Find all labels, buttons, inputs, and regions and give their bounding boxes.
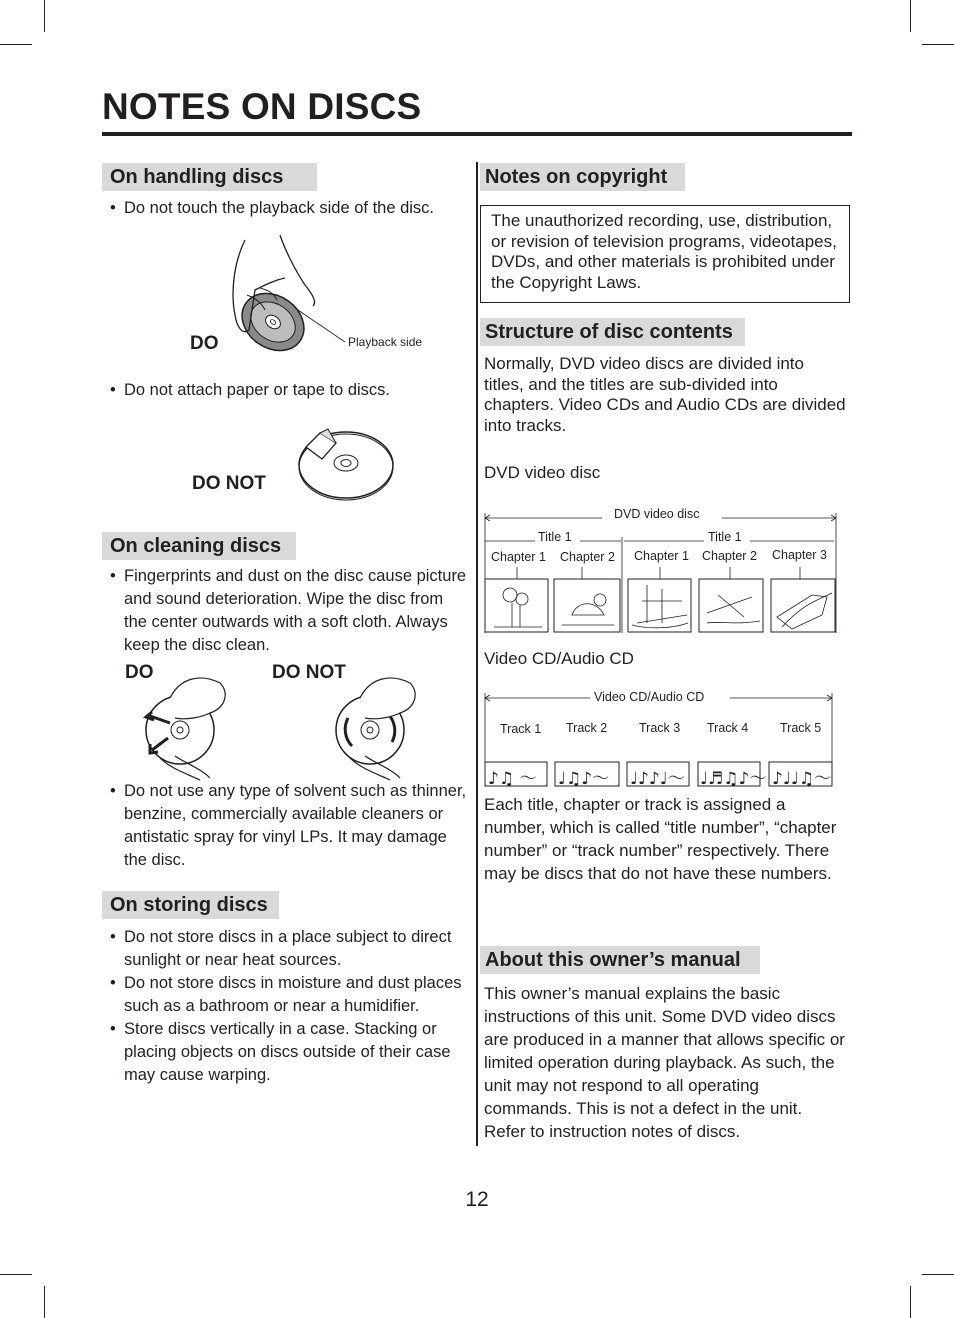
list-item: • Do not touch the playback side of the disc. xyxy=(102,197,472,220)
cleaning-do-icon xyxy=(140,668,235,780)
crop-mark xyxy=(910,1286,911,1318)
cleaning-list-1 xyxy=(102,565,467,657)
section-heading-storing: On storing discs xyxy=(102,891,279,919)
section-heading-copyright: Notes on copyright xyxy=(480,163,685,191)
handling-list-2 xyxy=(102,379,472,402)
crop-mark xyxy=(0,1274,32,1275)
crop-mark xyxy=(0,44,32,45)
music-notes-icon: ♩♬♫♪～ xyxy=(700,769,767,789)
title-label: Title 1 xyxy=(705,530,745,544)
column-divider xyxy=(476,162,478,1146)
vcd-caption: Video CD/Audio CD xyxy=(484,649,634,668)
chapter-label: Chapter 2 xyxy=(557,550,618,564)
chapter-label: Chapter 1 xyxy=(631,549,692,563)
list-item: • Do not attach paper or tape to discs. xyxy=(102,379,472,402)
crop-mark xyxy=(922,44,954,45)
list-item: • Do not store discs in a place subject to direct sunlight or near heat sources. xyxy=(102,926,470,972)
crop-mark xyxy=(44,0,45,32)
title-label: Title 1 xyxy=(535,530,575,544)
list-item: • Do not store discs in moisture and dust places such as a bathroom or near a humidifier. xyxy=(102,972,470,1018)
section-heading-handling: On handling discs xyxy=(102,163,317,191)
numbers-text: Each title, chapter or track is assigned a number, which is called “title number”, “chapter number” or “track number” respectively. There may be discs that do not have these numbers. xyxy=(484,795,837,883)
cleaning-do-not-icon xyxy=(330,668,425,780)
hand-holding-disc-icon xyxy=(225,230,355,360)
section-heading-manual: About this owner’s manual xyxy=(480,946,760,974)
structure-intro: Normally, DVD video discs are divided into titles, and the titles are sub-divided into chapters. Video CDs and Audio CDs are divided into tracks. xyxy=(484,354,846,435)
music-notes-icon: ♪♫ ～ xyxy=(488,769,537,789)
crop-mark xyxy=(922,1274,954,1275)
track-label: Track 3 xyxy=(636,721,683,735)
crop-mark xyxy=(44,1286,45,1318)
title-rule xyxy=(102,132,852,136)
chapter-label: Chapter 1 xyxy=(488,550,549,564)
chapter-label: Chapter 2 xyxy=(699,549,760,563)
playback-side-label: Playback side xyxy=(348,335,423,349)
music-notes-icon: ♩♫♪～ xyxy=(558,769,610,789)
track-label: Track 1 xyxy=(497,722,544,736)
handling-list-1 xyxy=(102,197,472,220)
list-item: • Store discs vertically in a case. Stacking or placing objects on discs outside of their case may cause warping. xyxy=(102,1018,470,1087)
storing-list xyxy=(102,926,470,1087)
page-number: 12 xyxy=(465,1188,489,1211)
music-notes-icon: ♪♩♩♫～ xyxy=(772,769,832,789)
track-label: Track 2 xyxy=(563,721,610,735)
track-label: Track 5 xyxy=(777,721,824,735)
cleaning-list-2 xyxy=(102,780,467,872)
list-item: • Do not use any type of solvent such as thinner, benzine, commercially available cleaners or antistatic spray for vinyl LPs. It may damage the disc. xyxy=(102,780,467,872)
dvd-diagram-top-label: DVD video disc xyxy=(611,507,702,521)
do-not-label: DO NOT xyxy=(272,662,346,683)
chapter-label: Chapter 3 xyxy=(769,548,830,562)
vcd-diagram-top-label: Video CD/Audio CD xyxy=(591,690,707,704)
list-item: • Fingerprints and dust on the disc cause picture and sound deterioration. Wipe the disc from the center outwards with a soft cloth. Always keep the disc clean. xyxy=(102,565,467,657)
section-heading-cleaning: On cleaning discs xyxy=(102,532,296,560)
do-not-label: DO NOT xyxy=(192,473,266,494)
music-notes-icon: ♩♪♪♩～ xyxy=(630,769,685,789)
crop-mark xyxy=(910,0,911,32)
dvd-caption: DVD video disc xyxy=(484,463,601,482)
track-label: Track 4 xyxy=(704,721,751,735)
page-title: NOTES ON DISCS xyxy=(102,86,422,127)
disc-with-tape-icon xyxy=(298,425,398,501)
section-heading-structure: Structure of disc contents xyxy=(480,318,745,346)
do-label: DO xyxy=(125,662,154,683)
do-label: DO xyxy=(190,333,219,354)
dvd-structure-diagram xyxy=(482,505,840,635)
copyright-notice: The unauthorized recording, use, distribution, or revision of television programs, videotapes, DVDs, and other materials is prohibited under the Copyright Laws. xyxy=(480,205,850,303)
manual-text: This owner’s manual explains the basic instructions of this unit. Some DVD video discs are produced in a manner that allows specific or limited operation during playback. As such, the unit may not respond to all operating commands. This is not a defect in the unit. Refer to instruction notes of discs. xyxy=(484,984,845,1141)
